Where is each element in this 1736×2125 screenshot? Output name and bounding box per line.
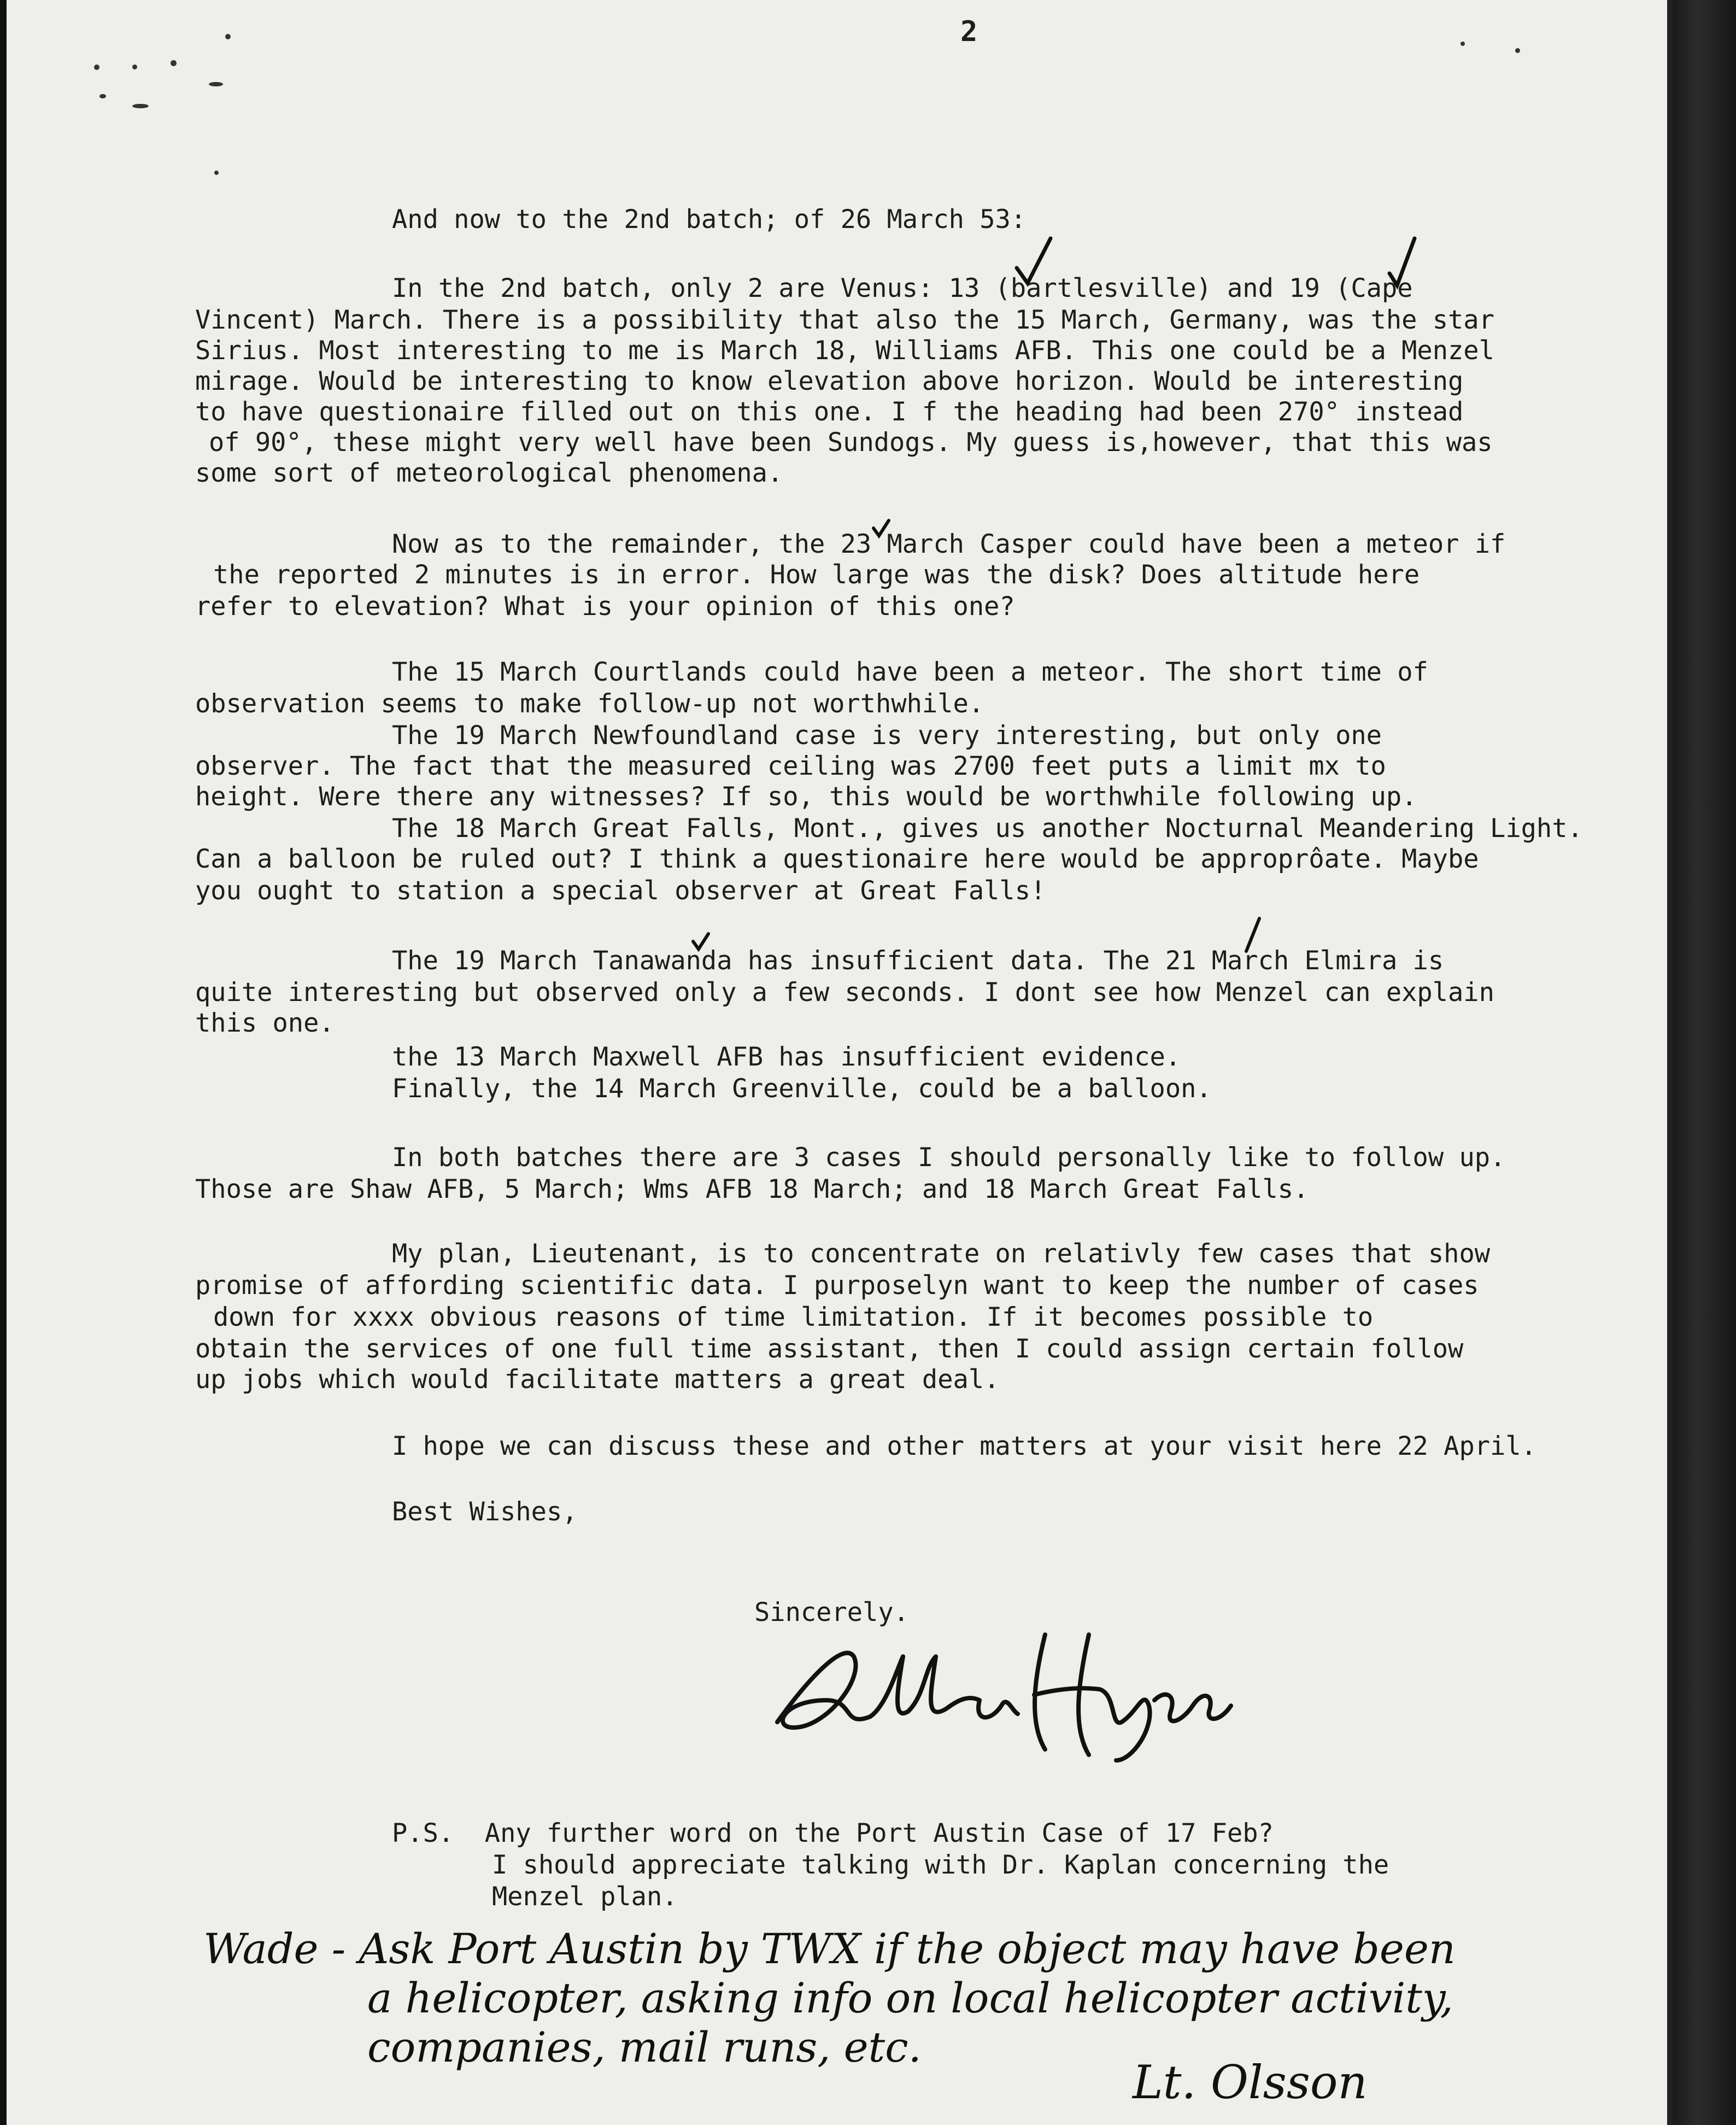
scan-speck xyxy=(225,34,231,39)
scan-speck xyxy=(209,82,223,86)
letter-line: to have questionaire filled out on this one. I f the heading had been 270° instead xyxy=(195,397,1464,427)
letter-line: My plan, Lieutenant, is to concentrate on relativly few cases that show xyxy=(392,1239,1491,1269)
letter-line: Best Wishes, xyxy=(392,1497,578,1527)
scan-speck xyxy=(99,94,106,98)
letter-line: Vincent) March. There is a possibility that also the 15 March, Germany, was the star xyxy=(195,305,1494,335)
handwritten-note-line: companies, mail runs, etc. xyxy=(367,2023,922,2071)
letter-line: down for xxxx obvious reasons of time limitation. If it becomes possible to xyxy=(213,1302,1374,1332)
letter-line: Finally, the 14 March Greenville, could be a balloon. xyxy=(392,1074,1212,1104)
letter-line: In the 2nd batch, only 2 are Venus: 13 (bartlesville) and 19 (Cape xyxy=(392,273,1413,303)
letter-line: refer to elevation? What is your opinion of this one? xyxy=(195,592,1015,622)
letter-line: And now to the 2nd batch; of 26 March 53: xyxy=(392,204,1027,235)
letter-line: the reported 2 minutes is in error. How large was the disk? Does altitude here xyxy=(213,560,1420,590)
letter-line: I should appreciate talking with Dr. Kaplan concerning the xyxy=(492,1850,1389,1880)
check-mark-icon xyxy=(870,518,892,540)
letter-line: promise of affording scientific data. I purposelyn want to keep the number of cases xyxy=(195,1271,1479,1301)
letter-line: this one. xyxy=(195,1008,335,1038)
handwritten-note-line: Wade - Ask Port Austin by TWX if the object may have been xyxy=(203,1924,1456,1973)
scan-speck xyxy=(171,60,177,66)
check-mark-icon xyxy=(1012,235,1056,290)
check-mark-icon xyxy=(1242,916,1264,955)
letter-line: The 19 March Newfoundland case is very interesting, but only one xyxy=(392,721,1382,751)
scan-speck xyxy=(132,65,137,69)
letter-line: Those are Shaw AFB, 5 March; Wms AFB 18 March; and 18 March Great Falls. xyxy=(195,1174,1309,1204)
scan-speck xyxy=(1461,42,1465,46)
letter-line: The 19 March Tanawanda has insufficient data. The 21 March Elmira is xyxy=(392,946,1444,976)
letter-line: the 13 March Maxwell AFB has insufficient evidence. xyxy=(392,1042,1181,1072)
document-page xyxy=(7,0,1675,2125)
check-mark-icon xyxy=(690,932,712,953)
handwritten-initials: Lt. Olsson xyxy=(1133,2056,1368,2109)
letter-line: The 18 March Great Falls, Mont., gives us another Nocturnal Meandering Light. xyxy=(392,813,1583,844)
page-number: 2 xyxy=(960,15,978,48)
letter-line: Now as to the remainder, the 23 March Casper could have been a meteor if xyxy=(392,529,1506,559)
letter-line: P.S. Any further word on the Port Austin Case of 17 Feb? xyxy=(392,1818,1274,1848)
scan-speck xyxy=(132,104,149,108)
letter-line: I hope we can discuss these and other matters at your visit here 22 April. xyxy=(392,1431,1536,1461)
letter-line: In both batches there are 3 cases I should personally like to follow up. xyxy=(392,1143,1506,1173)
letter-line: height. Were there any witnesses? If so, this would be worthwhile following up. xyxy=(195,782,1417,812)
check-mark-icon xyxy=(1384,235,1422,290)
scan-speck xyxy=(94,65,99,70)
scan-speck xyxy=(1515,48,1520,53)
letter-line: The 15 March Courtlands could have been a meteor. The short time of xyxy=(392,657,1428,687)
letter-line: obtain the services of one full time assistant, then I could assign certain follow xyxy=(195,1334,1464,1364)
letter-line: Sincerely. xyxy=(754,1597,909,1628)
letter-line: observer. The fact that the measured ceiling was 2700 feet puts a limit mx to xyxy=(195,751,1386,781)
letter-line: mirage. Would be interesting to know elevation above horizon. Would be interesting xyxy=(195,366,1464,396)
letter-line: quite interesting but observed only a few seconds. I dont see how Menzel can explain xyxy=(195,977,1494,1008)
handwritten-note-line: a helicopter, asking info on local helicopter activity, xyxy=(367,1974,1453,2022)
letter-line: some sort of meteorological phenomena. xyxy=(195,458,783,488)
letter-line: of 90°, these might very well have been Sundogs. My guess is,however, that this was xyxy=(209,428,1493,458)
letter-line: up jobs which would facilitate matters a great deal. xyxy=(195,1365,1000,1395)
letter-line: observation seems to make follow-up not worthwhile. xyxy=(195,689,984,719)
letter-line: Sirius. Most interesting to me is March 18, Williams AFB. This one could be a Menzel xyxy=(195,336,1494,366)
letter-line: Can a balloon be ruled out? I think a questionaire here would be approprôate. Maybe xyxy=(195,844,1479,874)
letter-line: you ought to station a special observer at Great Falls! xyxy=(195,876,1046,906)
signature-image xyxy=(761,1618,1253,1771)
scan-speck xyxy=(214,171,219,175)
letter-line: Menzel plan. xyxy=(492,1882,678,1912)
scan-border xyxy=(1673,0,1736,2125)
